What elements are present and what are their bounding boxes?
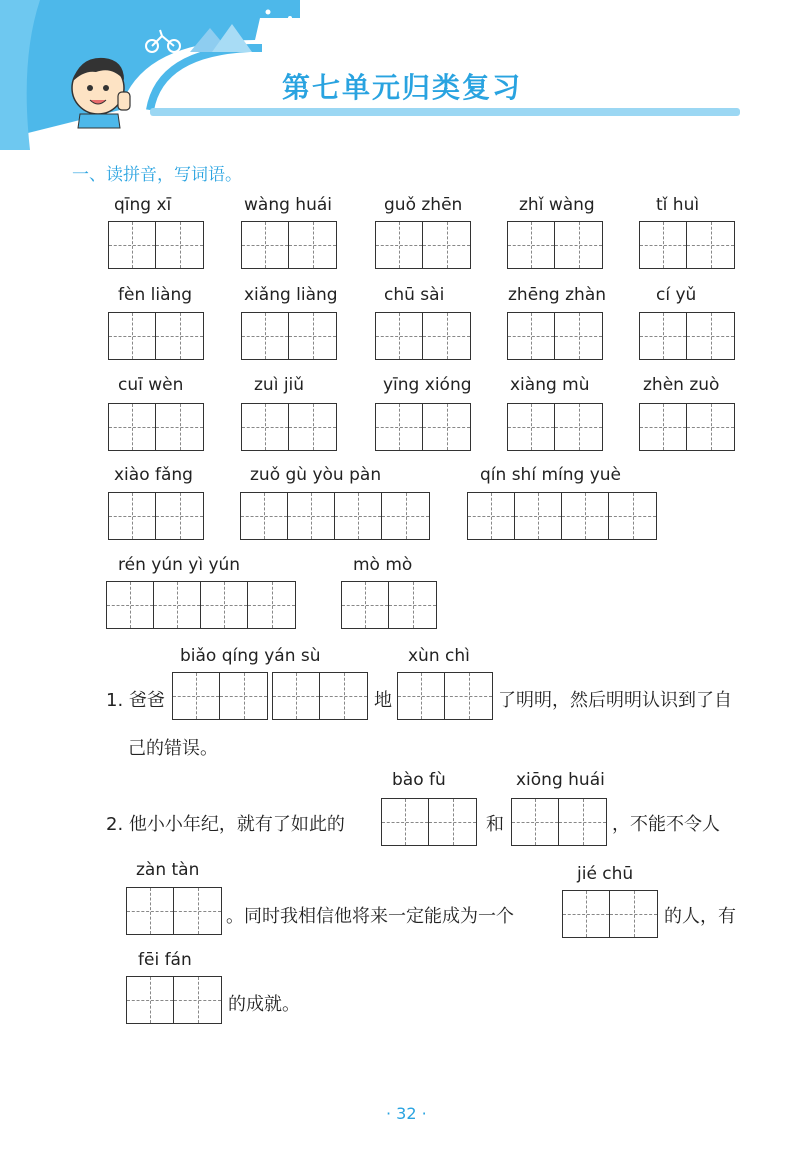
pinyin-label: zhǐ wàng xyxy=(519,195,595,215)
writing-grid[interactable] xyxy=(375,403,471,451)
writing-grid[interactable] xyxy=(241,221,337,269)
writing-grid[interactable] xyxy=(272,672,368,720)
writing-grid[interactable] xyxy=(241,312,337,360)
pinyin-label: zhēng zhàn xyxy=(508,285,607,305)
pinyin-label: xiàng mù xyxy=(510,375,590,395)
pinyin-label: xiào fǎng xyxy=(114,465,193,485)
pinyin-label: zuǒ gù yòu pàn xyxy=(250,465,382,485)
pinyin-label: zàn tàn xyxy=(136,860,200,880)
pinyin-label: yīng xióng xyxy=(383,375,472,395)
writing-grid[interactable] xyxy=(562,890,658,938)
writing-grid[interactable] xyxy=(240,492,430,540)
pinyin-label: xùn chì xyxy=(408,646,470,666)
pinyin-label: biǎo qíng yán sù xyxy=(180,646,321,666)
writing-grid[interactable] xyxy=(375,221,471,269)
cartoon-boy-thumbs-up-icon xyxy=(72,58,130,128)
pinyin-label: zuì jiǔ xyxy=(254,375,305,395)
writing-grid[interactable] xyxy=(172,672,268,720)
writing-grid[interactable] xyxy=(397,672,493,720)
section-title: 一、读拼音，写词语。 xyxy=(72,165,242,185)
writing-grid[interactable] xyxy=(507,403,603,451)
sentence-text: ，不能不令人 xyxy=(612,814,720,835)
writing-grid[interactable] xyxy=(106,581,296,629)
pinyin-label: wàng huái xyxy=(244,195,332,215)
pinyin-label: qín shí míng yuè xyxy=(480,465,621,485)
pinyin-label: bào fù xyxy=(392,770,446,790)
writing-grid[interactable] xyxy=(375,312,471,360)
writing-grid[interactable] xyxy=(126,887,222,935)
page-number: · 32 · xyxy=(386,1104,427,1123)
pinyin-label: fèn liàng xyxy=(118,285,193,305)
pinyin-label: fēi fán xyxy=(138,950,192,970)
pinyin-label: xiōng huái xyxy=(516,770,605,790)
writing-grid[interactable] xyxy=(126,976,222,1024)
pinyin-label: tǐ huì xyxy=(656,195,700,215)
writing-grid[interactable] xyxy=(241,403,337,451)
pinyin-label: chū sài xyxy=(384,285,445,305)
pinyin-label: guǒ zhēn xyxy=(384,195,463,215)
sentence-text: 。同时我相信他将来一定能成为一个 xyxy=(226,906,514,927)
pinyin-label: zhèn zuò xyxy=(643,375,720,395)
writing-grid[interactable] xyxy=(639,221,735,269)
pinyin-label: qīng xī xyxy=(114,195,172,215)
writing-grid[interactable] xyxy=(108,403,204,451)
writing-grid[interactable] xyxy=(108,221,204,269)
writing-grid[interactable] xyxy=(108,312,204,360)
pinyin-label: cí yǔ xyxy=(656,285,697,305)
writing-grid[interactable] xyxy=(507,221,603,269)
writing-grid[interactable] xyxy=(108,492,204,540)
page-title: 第七单元归类复习 xyxy=(282,71,523,104)
pinyin-label: rén yún yì yún xyxy=(118,555,241,575)
sentence-text: 己的错误。 xyxy=(128,738,218,759)
sentence-text: 的人，有 xyxy=(664,906,736,927)
writing-grid[interactable] xyxy=(511,798,607,846)
writing-grid[interactable] xyxy=(639,312,735,360)
writing-grid[interactable] xyxy=(507,312,603,360)
sentence-text: 2. 他小小年纪，就有了如此的 xyxy=(106,814,345,835)
writing-grid[interactable] xyxy=(381,798,477,846)
pinyin-label: xiǎng liàng xyxy=(244,285,338,305)
sentence-text: 1. 爸爸 xyxy=(106,690,165,711)
sentence-text: 和 xyxy=(486,814,504,835)
pinyin-label: mò mò xyxy=(353,555,413,575)
sentence-text: 的成就。 xyxy=(228,994,300,1015)
pinyin-label: cuī wèn xyxy=(118,375,184,395)
page-header xyxy=(0,0,800,150)
sentence-text: 地 xyxy=(374,690,392,711)
sentence-text: 了明明，然后明明认识到了自 xyxy=(498,690,732,711)
writing-grid[interactable] xyxy=(341,581,437,629)
writing-grid[interactable] xyxy=(639,403,735,451)
writing-grid[interactable] xyxy=(467,492,657,540)
pinyin-label: jié chū xyxy=(577,864,634,884)
